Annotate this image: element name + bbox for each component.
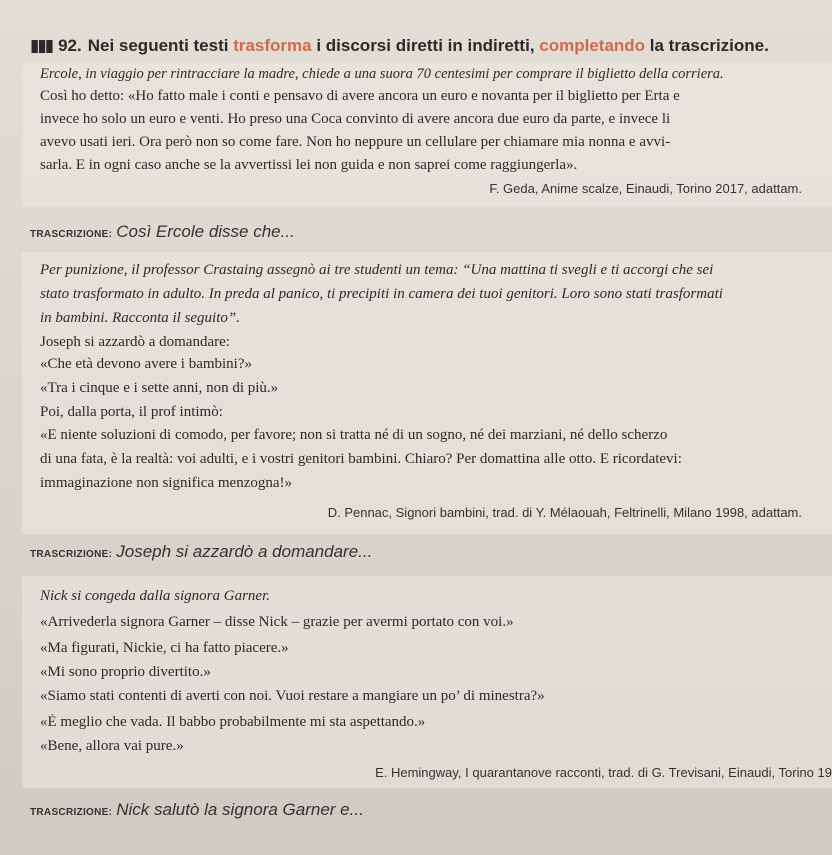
- exercise-marker-icon: ▮▮▮: [30, 36, 53, 55]
- passage-3-panel: [22, 576, 832, 788]
- passage-2-line: Joseph si azzardò a domandare:: [40, 334, 230, 350]
- passage-3-source: E. Hemingway, I quarantanove racconti, trad. di G. Trevisani, Einaudi, Torino 19: [375, 765, 832, 780]
- passage-1-line: avevo usati ieri. Ora però non so come fare. Non ho neppure un cellulare per chiamare mia nonna e avvi-: [40, 134, 671, 150]
- instruction-highlight-2: completando: [539, 36, 646, 55]
- passage-1-source: F. Geda, Anime scalze, Einaudi, Torino 2017, adattam.: [489, 181, 802, 196]
- passage-2-line: «E niente soluzioni di comodo, per favore; non si tratta né di un sogno, né dei marziani, né dello scherzo: [40, 427, 668, 443]
- passage-1-line: sarla. E in ogni caso anche se la avvertissi lei non guida e non saprei come raggiungerla».: [40, 157, 578, 173]
- passage-3-line: «Bene, allora vai pure.»: [40, 738, 184, 754]
- instruction-highlight-1: trasforma: [233, 36, 312, 55]
- transcription-2-start: Joseph si azzardò a domandare...: [116, 542, 373, 561]
- passage-2-intro: Per punizione, il professor Crastaing assegnò ai tre studenti un tema: “Una mattina ti svegli e ti accorgi che sei: [40, 262, 714, 278]
- passage-1-line: Così ho detto: «Ho fatto male i conti e pensavo di avere ancora un euro e novanta per il biglietto per Erta e: [40, 88, 680, 104]
- passage-2-intro: stato trasformato in adulto. In preda al panico, ti precipiti in camera dei tuoi genitori. Loro sono stati trasformati: [40, 286, 723, 302]
- instruction-part-1: Nei seguenti testi: [87, 36, 234, 55]
- transcription-2: [30, 542, 372, 562]
- passage-2-source: D. Pennac, Signori bambini, trad. di Y. Mélaouah, Feltrinelli, Milano 1998, adattam.: [327, 505, 802, 520]
- transcription-3: [30, 800, 364, 820]
- instruction-part-2: i discorsi diretti in indiretti,: [311, 36, 540, 55]
- passage-3-line: «Ma figurati, Nickie, ci ha fatto piacere.»: [40, 640, 289, 656]
- passage-2-intro: in bambini. Racconta il seguito”.: [40, 310, 240, 326]
- instruction-part-3: la trascrizione.: [645, 36, 769, 55]
- passage-1-line: invece ho solo un euro e venti. Ho preso una Coca convinto di avere ancora due euro da parte, e invece li: [40, 111, 671, 127]
- transcription-1-label: TRASCRIZIONE:: [30, 229, 113, 240]
- passage-3-line: «Siamo stati contenti di averti con noi. Vuoi restare a mangiare un po’ di minestra?»: [40, 688, 545, 704]
- transcription-1-start: Così Ercole disse che...: [116, 222, 295, 241]
- transcription-1: [30, 222, 295, 242]
- transcription-3-start: Nick salutò la signora Garner e...: [116, 800, 364, 819]
- passage-2-line: Poi, dalla porta, il prof intimò:: [40, 404, 223, 420]
- passage-3-line: «Mi sono proprio divertito.»: [40, 664, 211, 680]
- passage-3-line: «È meglio che vada. Il babbo probabilmente mi sta aspettando.»: [40, 714, 426, 730]
- passage-1-intro: Ercole, in viaggio per rintracciare la madre, chiede a una suora 70 centesimi per comprare il biglietto della corriera.: [40, 66, 724, 82]
- passage-3-line: «Arrivederla signora Garner – disse Nick – grazie per avermi portato con voi.»: [40, 614, 514, 630]
- transcription-3-label: TRASCRIZIONE:: [30, 807, 113, 818]
- exercise-header: [30, 36, 830, 56]
- passage-2-line: immaginazione non significa menzogna!»: [40, 475, 293, 491]
- passage-3-intro: Nick si congeda dalla signora Garner.: [40, 588, 270, 604]
- passage-2-line: «Che età devono avere i bambini?»: [40, 356, 253, 372]
- passage-2-line: di una fata, è la realtà: voi adulti, e i vostri genitori bambini. Chiaro? Per domattina alle otto. E ricordatevi:: [40, 451, 682, 467]
- transcription-2-label: TRASCRIZIONE:: [30, 549, 113, 560]
- passage-2-line: «Tra i cinque e i sette anni, non di più.»: [40, 380, 279, 396]
- exercise-number: 92.: [58, 36, 82, 55]
